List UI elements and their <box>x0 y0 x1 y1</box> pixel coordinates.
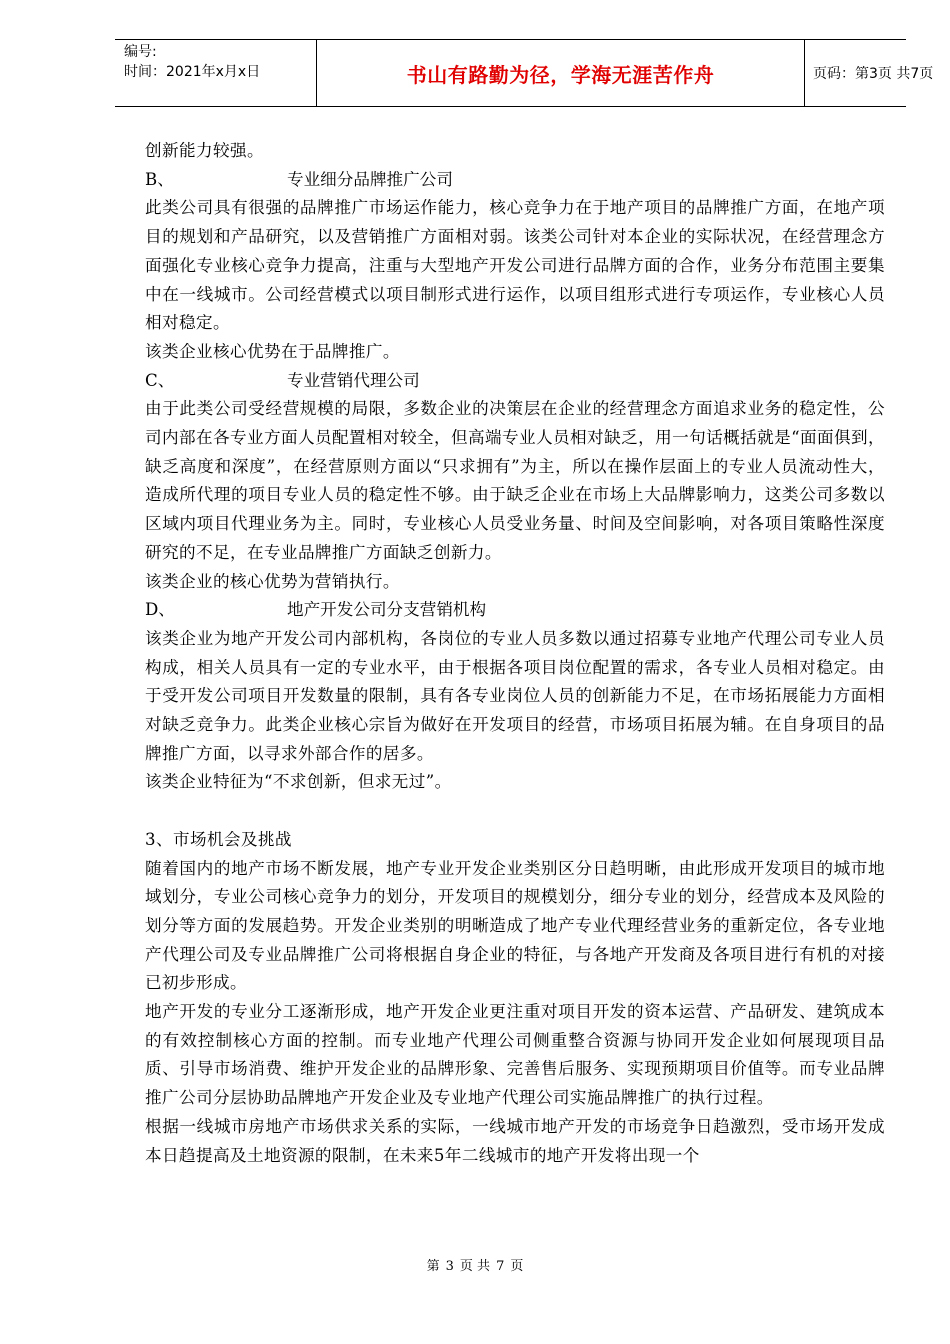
paragraph: 根据一线城市房地产市场供求关系的实际，一线城市地产开发的市场竞争日趋激烈，受市场开发成本日趋提高及土地资源的限制，在未来5年二线城市的地产开发将出现一个 <box>145 1116 885 1165</box>
footer-suffix: 页 <box>510 1259 524 1274</box>
footer-prefix: 第 <box>426 1259 440 1274</box>
page-footer <box>0 1255 950 1274</box>
section-heading: 3、市场机会及挑战 <box>145 829 292 849</box>
footer-total-pages: 7 <box>496 1259 505 1274</box>
header-page-info: 页码：第3页 共7页 <box>813 66 934 82</box>
subheading-letter: C、 <box>145 370 175 390</box>
header-meta <box>115 40 317 106</box>
page-header <box>115 39 934 107</box>
document-body <box>145 137 885 1170</box>
footer-mid: 页 共 <box>459 1259 491 1274</box>
paragraph: 此类公司具有很强的品牌推广市场运作能力，核心竞争力在于地产项目的品牌推广方面，在地产项目的规划和产品研究，以及营销推广方面相对弱。该类公司针对本企业的实际状况，在经营理念方面强化专业核心竞争力提高，注重与大型地产开发公司进行品牌方面的合作，业务分布范围主要集中在一线城市。公司经营模式以项目制形式进行运作，以项目组形式进行专项运作，专业核心人员相对稳定。 <box>145 198 885 333</box>
paragraph: 该类企业的核心优势为营销执行。 <box>145 571 400 591</box>
subheading-title: 专业营销代理公司 <box>287 370 420 390</box>
header-motto: 书山有路勤为径，学海无涯苦作舟 <box>317 40 805 106</box>
footer-page-number: 3 <box>445 1259 454 1274</box>
subheading-title: 专业细分品牌推广公司 <box>287 169 453 189</box>
paragraph: 该类企业特征为“不求创新，但求无过”。 <box>145 772 452 792</box>
document-date: 时间：2021年x月x日 <box>124 64 261 80</box>
paragraph: 随着国内的地产市场不断发展，地产专业开发企业类别区分日趋明晰，由此形成开发项目的城市地域划分，专业公司核心竞争力的划分，开发项目的规模划分，细分专业的划分，经营成本及风险的划分等方面的发展趋势。开发企业类别的明晰造成了地产专业代理经营业务的重新定位，各专业地产代理公司及专业品牌推广公司将根据自身企业的特征，与各地产开发商及各项目进行有机的对接已初步形成。 <box>145 858 885 993</box>
subheading-c <box>145 367 885 396</box>
subheading-d <box>145 596 885 625</box>
paragraph: 地产开发的专业分工逐渐形成，地产开发企业更注重对项目开发的资本运营、产品研发、建筑成本的有效控制核心方面的控制。而专业地产代理公司侧重整合资源与协同开发企业如何展现项目品质、引导市场消费、维护开发企业的品牌形象、完善售后服务、实现预期项目价值等。而专业品牌推广公司分层协助品牌地产开发企业及专业地产代理公司实施品牌推广的执行过程。 <box>145 1002 885 1108</box>
subheading-letter: D、 <box>145 600 175 620</box>
document-number-label: 编号: <box>124 44 157 60</box>
paragraph: 由于此类公司受经营规模的局限，多数企业的决策层在企业的经营理念方面追求业务的稳定性，公司内部在各专业方面人员配置相对较全，但高端专业人员相对缺乏，用一句话概括就是“面面俱到，缺乏高度和深度”，在经营原则方面以“只求拥有”为主，所以在操作层面上的专业人员流动性大，造成所代理的项目专业人员的稳定性不够。由于缺乏企业在市场上大品牌影响力，这类公司多数以区域内项目代理业务为主。同时，专业核心人员受业务量、时间及空间影响，对各项目策略性深度研究的不足，在专业品牌推广方面缺乏创新力。 <box>145 399 885 562</box>
subheading-b <box>145 166 885 195</box>
spacer <box>145 797 885 826</box>
paragraph: 创新能力较强。 <box>145 141 264 160</box>
subheading-letter: B、 <box>145 169 174 189</box>
paragraph: 该类企业核心优势在于品牌推广。 <box>145 341 400 361</box>
paragraph: 该类企业为地产开发公司内部机构，各岗位的专业人员多数以通过招募专业地产代理公司专业人员构成，相关人员具有一定的专业水平，由于根据各项目岗位配置的需求，各专业人员相对稳定。由于受开发公司项目开发数量的限制，具有各专业岗位人员的创新能力不足，在市场拓展能力方面相对缺乏竞争力。此类企业核心宗旨为做好在开发项目的经营，市场项目拓展为辅。在自身项目的品牌推广方面，以寻求外部合作的居多。 <box>145 628 885 763</box>
subheading-title: 地产开发公司分支营销机构 <box>287 600 487 620</box>
